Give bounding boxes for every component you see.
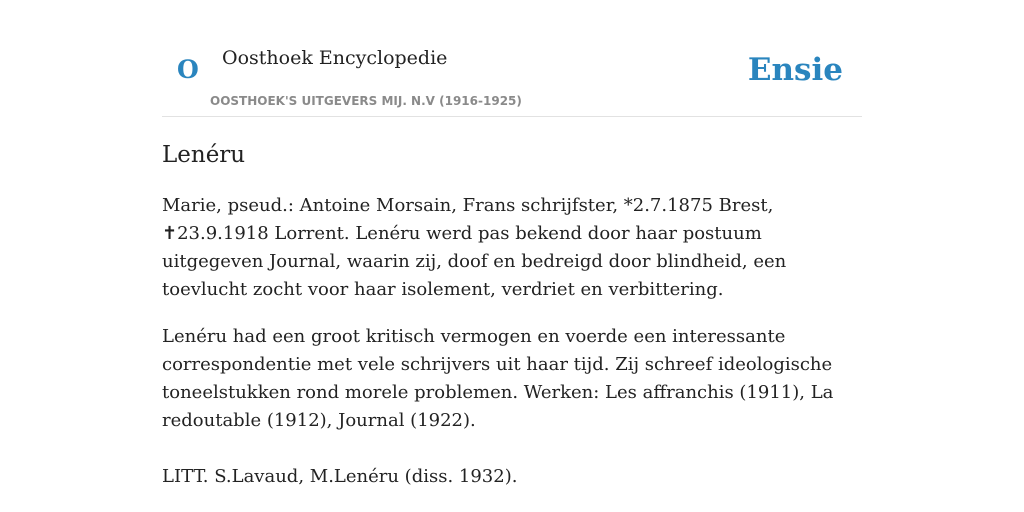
entry-paragraph: Lenéru had een groot kritisch vermogen en voerde een interessante correspondentie met vele schrijvers uit haar tijd. Zij schreef ideologische toneelstukken rond morele problemen. Werken: Les affranchis (1911), La redoutable (1912), Journal (1922). <box>162 326 834 431</box>
literature-reference: LITT. S.Lavaud, M.Lenéru (diss. 1932). <box>162 466 518 487</box>
logo-icon[interactable]: O <box>177 55 199 84</box>
entry-title: Lenéru <box>162 142 246 168</box>
publisher-subtitle: OOSTHOEK'S UITGEVERS MIJ. N.V (1916-1925) <box>210 94 522 108</box>
encyclopedia-entry <box>162 138 852 491</box>
ensie-brand-link[interactable]: Ensie <box>747 52 843 88</box>
site-title-link[interactable]: Oosthoek Encyclopedie <box>222 47 448 69</box>
site-header <box>162 0 862 117</box>
entry-paragraph: Marie, pseud.: Antoine Morsain, Frans schrijfster, *2.7.1875 Brest, ✝23.9.1918 Lorrent. Lenéru werd pas bekend door haar postuum uitgegeven Journal, waarin zij, doof en bedreigd door blindheid, een toevlucht zocht voor haar isolement, verdriet en verbittering. <box>162 195 787 300</box>
